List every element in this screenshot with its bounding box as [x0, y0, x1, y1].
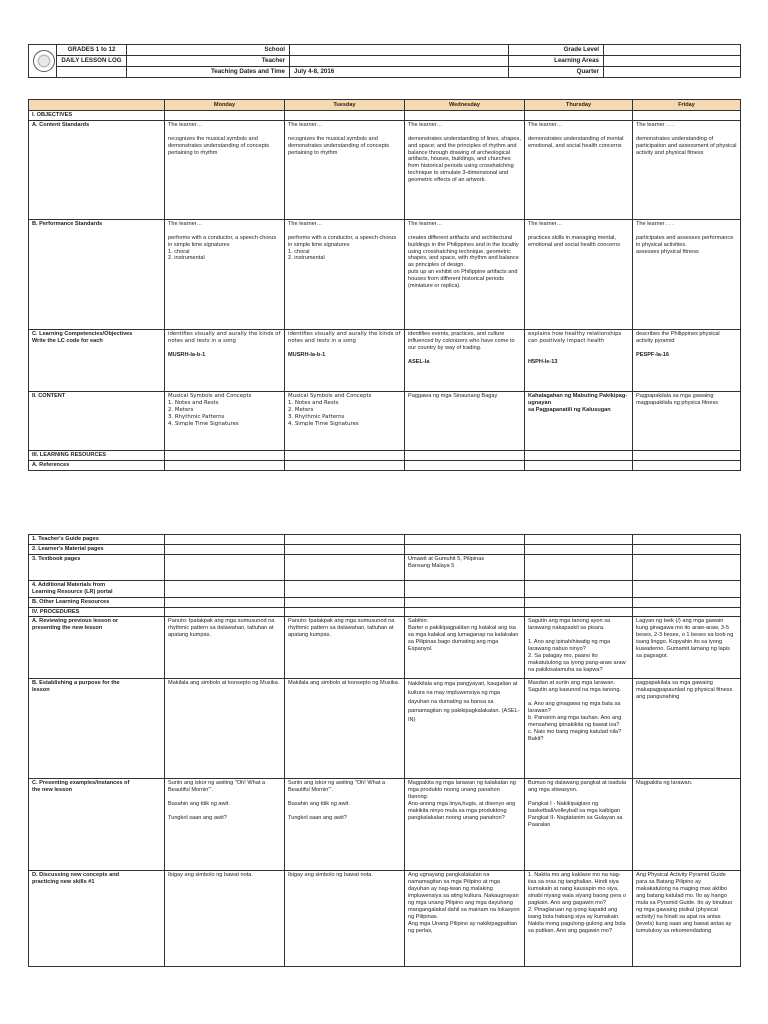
day-header-wednesday: Wednesday — [405, 100, 525, 111]
discussing-wednesday: Ang ugnayang pangkalakalan na namamagitan sa mga Pilipino at mga dayuhan ay nag-iwan ng malaking impluwensiya sa ating kultura. Nakaugnayan ng mga unang Pilipino ang mga dayuhang mangangalakal dahil sa mainam na lokasyon ng Pilipinas. Ang mga Unang Pilipino ay nakikipagpalitan ng perlas, — [405, 871, 525, 967]
empty-cell — [285, 607, 405, 617]
presenting-tuesday: Suriin ang iskor ng awiting "Oh! What a Beautiful Mornin'". Basahin ang titik ng awit. Tungkol saan ang awit? — [285, 779, 405, 871]
empty-cell — [165, 544, 285, 554]
empty-cell — [633, 580, 741, 597]
school-label: School — [127, 45, 290, 56]
competencies-tuesday — [285, 329, 405, 391]
competencies-thursday — [525, 329, 633, 391]
establishing-wednesday: Nakikilala ang mga pangyayari, kaugalian at kultura na may impluwensiya ng mga dayuhan na dumating sa bansa sa pamamagitan ng pakikipagkalakalan. (ASEL- IN) — [405, 679, 525, 779]
establishing-monday: Makilala ang simbolo at konsepto ng Musika. — [165, 679, 285, 779]
empty-cell — [405, 450, 525, 460]
empty-cell — [525, 535, 633, 545]
empty-cell — [633, 607, 741, 617]
header-table — [28, 44, 741, 78]
lm-pages-label: 2. Learner's Material pages — [29, 544, 165, 554]
empty-cell — [525, 460, 633, 470]
content-standards-label: A. Content Standards — [29, 120, 165, 219]
empty-cell — [525, 607, 633, 617]
empty-cell — [285, 111, 405, 121]
empty-cell — [525, 111, 633, 121]
additional-materials-label: 4. Additional Materials from Learning Resource (LR) portal — [29, 580, 165, 597]
competency-text: explains how healthy relationships can positively impact health — [528, 330, 622, 344]
reviewing-tuesday: Panuto: Ipalakpak ang mga sumusunod na rhythmic pattern sa dalawahan, tatluhan at apatang kumpas. — [285, 617, 405, 679]
procedures-label: IV. PROCEDURES — [29, 607, 165, 617]
competencies-friday — [633, 329, 741, 391]
reviewing-thursday: Sagutin ang mga tanong ayon sa larawang nakapaskil sa pisara. 1. Ano ang ipinahihiwatig ng mga larawang nabuo ninyo? 2. Sa palagay mo, paano ito makatutulong sa iyong pang-araw araw na pakikisalamuha sa kapwa? — [525, 617, 633, 679]
empty-cell — [405, 597, 525, 607]
content-standards-friday: The learner . . . demonstrates understanding of participation and assessment of physical activity and physical fitness — [633, 120, 741, 219]
empty-cell — [525, 544, 633, 554]
presenting-wednesday: Magpakita ng mga larawan ng kalakalan ng mga produkto noong unang panahon Itanong: Ano-anong mga linya,hugis, at disenyo ang makikita ninyo mula sa mga produktong pangkalakalan noong unang panahon? — [405, 779, 525, 871]
empty-cell — [405, 460, 525, 470]
blank-cell — [57, 67, 127, 78]
performance-standards-label: B. Performance Standards — [29, 219, 165, 329]
content-friday: Pagpapakilala sa mga gawaing magpapakilala ng physica fitness — [633, 391, 741, 450]
empty-cell — [165, 607, 285, 617]
textbook-pages-label: 3. Textbook pages — [29, 554, 165, 580]
discussing-thursday: 1. Nakita mo ang kaklase mo na nag-iisa sa oras ng tanghalian. Hindi siya kumakain at nang kausapin mo siya, sinabi niyang wala siyang baong pera o pagkain. Ano ang gagawin mo? 2. Pinaglaruan ng iyong kapatid ang isang bola habang siya ay kumakain. Nakita mong pagulong-gulong ang bola sa putikan. Ano ang gagawin mo? — [525, 871, 633, 967]
empty-cell — [165, 535, 285, 545]
performance-standards-monday: The learner… performs with a conductor, a speech chorus in simple time signatures 1. choral 2. instrumental — [165, 219, 285, 329]
empty-cell — [165, 460, 285, 470]
discussing-label: D. Discussing new concepts and practicing new skills #1 — [29, 871, 165, 967]
empty-cell — [633, 554, 741, 580]
content-standards-thursday: The learner… demonstrates understanding of mental emotional, and social health concerns — [525, 120, 633, 219]
day-header-tuesday: Tuesday — [285, 100, 405, 111]
discussing-friday: Ang Physical Activity Pyramid Guide para sa Batang Pilipino ay makakatulong na maging mas aktibo ang batang katulad mo. Ito ay hango mula sa Pyramid Guide. Ito ay binubuo ng mga gawaing pisikal (physical activity) na hinati sa apat na antas (levels) kung saan ang bawat antas ay tumutukoy sa rekomendadong — [633, 871, 741, 967]
empty-cell — [633, 450, 741, 460]
empty-cell — [405, 607, 525, 617]
performance-standards-wednesday: The learner… creates different artifacts and architectural buildings in the Philippines and in the locality using crosshatching technique, geometric shapes, and space, with rhythm and balance as principles of design. puts up an exhibit on Philippine artifacts and houses from different historical periods (miniature or replica). — [405, 219, 525, 329]
competency-text: describes the Philippines physical activity pyramid — [636, 330, 720, 344]
day-header-blank — [29, 100, 165, 111]
lc-code: PESPF-Ia-16 — [636, 351, 669, 358]
content-standards-wednesday: The learner… demonstrates understanding of lines, shapes, and space; and the principles of rhythm and balance through drawing of archeological artifacts, houses, buildings, and churches from historical periods using crosshatching technique to simulate 3-dimensional and geometric effects of an artwork. — [405, 120, 525, 219]
school-value — [290, 45, 509, 56]
dates-value: July 4-8, 2016 — [290, 67, 509, 78]
empty-cell — [405, 580, 525, 597]
teacher-value — [290, 56, 509, 67]
empty-cell — [165, 450, 285, 460]
content-thursday: Kahalagahan ng Mabuting Pakikipag-ugnayan sa Pagpapanatili ng Kalusugan — [525, 391, 633, 450]
content-wednesday: Paggawa ng mga Sinaunang Bagay — [405, 391, 525, 450]
empty-cell — [633, 111, 741, 121]
performance-standards-thursday: The learner… practices skills in managing mental, emotional and social health concerns — [525, 219, 633, 329]
presenting-thursday: Bumuo ng dalawang pangkat at isadula ang mga sitwasyon. Pangkat I - Nakikipaglaro ng basketball/volleyball sa mga kaibigan Pangkat II- Nagtatanim sa Gulayan sa Paaralan — [525, 779, 633, 871]
other-resources-label: B. Other Learning Resources — [29, 597, 165, 607]
competency-text: identifies visually and aurally the kinds of notes and rests in a song — [168, 330, 281, 344]
empty-cell — [285, 554, 405, 580]
log-label: DAILY LESSON LOG — [57, 56, 127, 67]
objectives-table — [28, 99, 741, 471]
empty-cell — [285, 580, 405, 597]
learning-areas-label: Learning Areas — [509, 56, 604, 67]
empty-cell — [285, 544, 405, 554]
discussing-tuesday: Ibigay ang simbolo ng bawat nota. — [285, 871, 405, 967]
empty-cell — [285, 597, 405, 607]
empty-cell — [525, 580, 633, 597]
reviewing-wednesday: Sabihin: Barter o pakikipagpalitan ng kalakal ang isa sa mga kalakal ang lumaganap na kalakalan sa Pilipinas bago dumating ang mga Espanyol. — [405, 617, 525, 679]
establishing-thursday: Masdan at suriin ang mga larawan. Sagutin ang kasunod na mga tanong. a. Ano ang ginagawa ng mga bata sa larawan? b. Pansinin ang mga tauhan. Ano ang mensaheng ipinakikita ng bawat isa? c. Nais mo bang maging katulad nila? Bakit? — [525, 679, 633, 779]
learning-areas-value — [604, 56, 741, 67]
quarter-label: Quarter — [509, 67, 604, 78]
empty-cell — [285, 460, 405, 470]
quarter-value — [604, 67, 741, 78]
lc-code: MUSRH-Ia-b-1 — [168, 351, 206, 358]
empty-cell — [405, 535, 525, 545]
content-monday: Musical Symbols and Concepts 1. Notes and Rests 2. Meters 3. Rhythmic Patterns 4. Simple Time Signatures — [165, 391, 285, 450]
dates-label: Teaching Dates and Time — [127, 67, 290, 78]
empty-cell — [633, 460, 741, 470]
empty-cell — [633, 597, 741, 607]
grades-label: GRADES 1 to 12 — [57, 45, 127, 56]
empty-cell — [405, 111, 525, 121]
day-header-friday: Friday — [633, 100, 741, 111]
reviewing-label: A. Reviewing previous lesson or presenting the new lesson — [29, 617, 165, 679]
empty-cell — [285, 535, 405, 545]
day-header-monday: Monday — [165, 100, 285, 111]
lc-code: MUSRH-Ia-b-1 — [288, 351, 326, 358]
establishing-friday: pagpapakilala sa mga gawaing makapagpapaunlad ng physical fitness ang pangunahing — [633, 679, 741, 779]
empty-cell — [525, 597, 633, 607]
presenting-monday: Suriin ang iskor ng awiting "Oh! What a Beautiful Mornin'". Basahin ang titik ng awit. Tungkol saan ang awit? — [165, 779, 285, 871]
empty-cell — [165, 554, 285, 580]
empty-cell — [165, 111, 285, 121]
content-standards-monday: The learner… recognizes the musical symbols and demonstrates understanding of concepts pertaining to rhythm — [165, 120, 285, 219]
content-label: II. CONTENT — [29, 391, 165, 450]
deped-seal — [29, 45, 57, 78]
references-label: A. References — [29, 460, 165, 470]
competency-text: identifies events, practices, and culture influenced by colonizers who have come to our country by way of trading. — [408, 330, 515, 351]
empty-cell — [165, 597, 285, 607]
teacher-label: Teacher — [127, 56, 290, 67]
empty-cell — [633, 544, 741, 554]
empty-cell — [165, 580, 285, 597]
empty-cell — [525, 450, 633, 460]
day-header-thursday: Thursday — [525, 100, 633, 111]
grade-level-value — [604, 45, 741, 56]
lc-code: ASEL-Ia — [408, 358, 430, 365]
empty-cell — [525, 554, 633, 580]
performance-standards-friday: The learner . . . participates and assesses performance in physical activities. assesses physical fitness — [633, 219, 741, 329]
textbook-wednesday: Umawit at Gumuhit 5, Pilipinas Bansang Malaya 5 — [405, 554, 525, 580]
presenting-label: C. Presenting examples/instances of the new lesson — [29, 779, 165, 871]
empty-cell — [405, 544, 525, 554]
competencies-label: C. Learning Competencies/Objectives Write the LC code for each — [29, 329, 165, 391]
resources-label: III. LEARNING RESOURCES — [29, 450, 165, 460]
content-standards-tuesday: The learner… recognizes the musical symbols and demonstrates understanding of concepts pertaining to rhythm — [285, 120, 405, 219]
reviewing-monday: Panuto: Ipalakpak ang mga sumusunod na rhythmic pattern sa dalawahan, tatluhan at apatang kumpas. — [165, 617, 285, 679]
tg-pages-label: 1. Teacher's Guide pages — [29, 535, 165, 545]
establishing-tuesday: Makilala ang simbolo at konsepto ng Musika. — [285, 679, 405, 779]
content-tuesday: Musical Symbols and Concepts 1. Notes and Rests 2. Meters 3. Rhythmic Patterns 4. Simple Time Signatures — [285, 391, 405, 450]
lc-code: H5PH-Ie-13 — [528, 358, 558, 365]
procedures-table — [28, 534, 741, 967]
competencies-wednesday — [405, 329, 525, 391]
objectives-label: I. OBJECTIVES — [29, 111, 165, 121]
discussing-monday: Ibigay ang simbolo ng bawat nota. — [165, 871, 285, 967]
presenting-friday: Magpakita ng larawan. — [633, 779, 741, 871]
grade-level-label: Grade Level — [509, 45, 604, 56]
competencies-monday — [165, 329, 285, 391]
empty-cell — [285, 450, 405, 460]
seal-icon — [33, 50, 55, 72]
establishing-label: B. Establishing a purpose for the lesson — [29, 679, 165, 779]
competency-text: identifies visually and aurally the kinds of notes and rests in a song — [288, 330, 401, 344]
performance-standards-tuesday: The learner… performs with a conductor, a speech chorus in simple time signatures 1. choral 2. instrumental — [285, 219, 405, 329]
reviewing-friday: Lagyan ng tsek (/) ang mga gawain kung ginagawa mo ito araw-araw, 3-5 beses, 2-3 beses, o 1 beses sa loob ng isang linggo. Kopyahin ito sa iyong kuwaderno. Gumamit lamang ng lapis sa pagsagot. — [633, 617, 741, 679]
empty-cell — [633, 535, 741, 545]
